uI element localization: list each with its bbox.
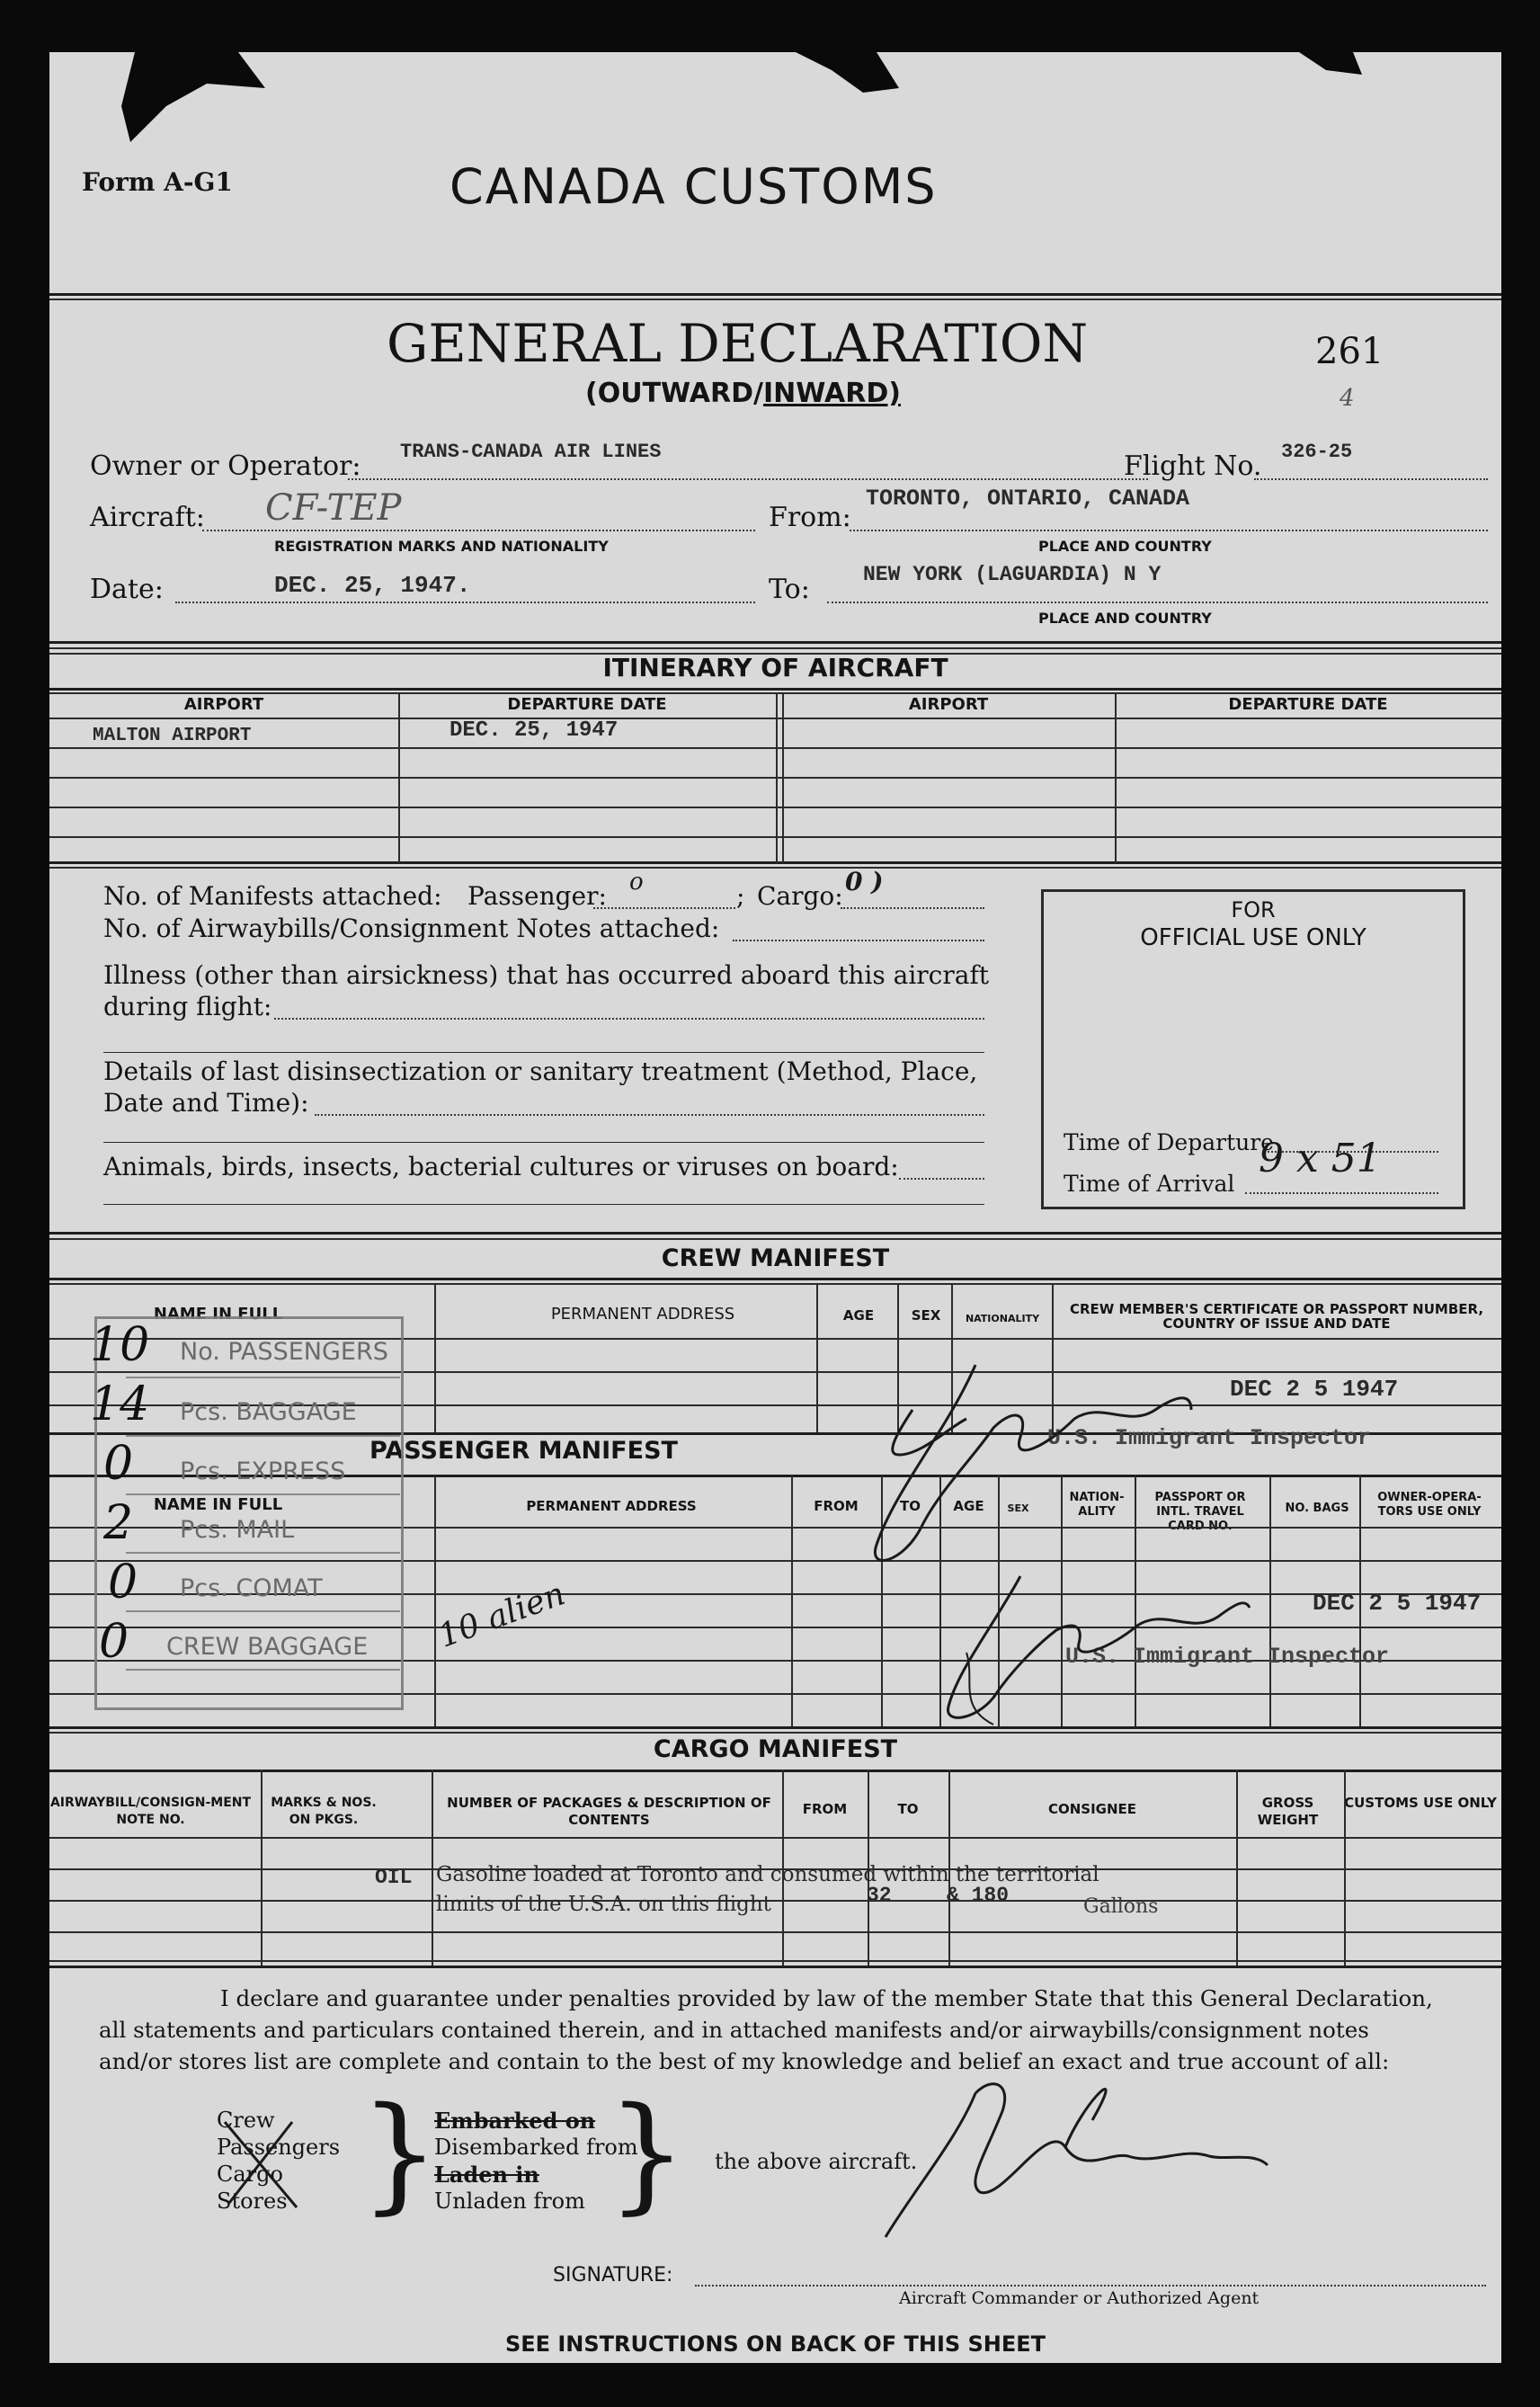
cargo-col-airwaybill: AIRWAYBILL/CONSIGN-MENT NOTE NO.	[49, 1796, 252, 1827]
crew-col-nationality: NATIONALITY	[965, 1313, 1040, 1324]
owner-label: Owner or Operator:	[90, 450, 361, 482]
owner-line	[348, 478, 1148, 480]
stamp-label-passengers: No. PASSENGERS	[180, 1338, 388, 1366]
passenger-line	[593, 907, 735, 909]
crew-col-age: AGE	[842, 1307, 875, 1324]
itinerary-date-1[interactable]: DEC. 25, 1947	[450, 718, 619, 743]
col-line	[432, 1770, 433, 1966]
animals-label: Animals, birds, insects, bacterial cultures or viruses on board:	[103, 1152, 899, 1181]
above-aircraft-label: the above aircraft.	[715, 2149, 918, 2174]
declaration-sheet	[49, 52, 1501, 2363]
outward-label: (OUTWARD	[585, 378, 754, 409]
cargo-unit[interactable]: Gallons	[1083, 1895, 1159, 1918]
list-item-crew: Crew	[217, 2108, 275, 2133]
form-number: 261	[1315, 331, 1384, 372]
passenger-handwritten-note[interactable]: 10 alien	[433, 1575, 570, 1655]
to-value[interactable]: NEW YORK (LAGUARDIA) N Y	[863, 563, 1162, 586]
col-line	[791, 1475, 793, 1726]
list-item-passengers: Passengers	[217, 2135, 341, 2160]
flight-line	[1254, 478, 1488, 480]
cargo-manifest-title: CARGO MANIFEST	[653, 1735, 898, 1763]
option-unladen[interactable]: Unladen from	[434, 2189, 585, 2214]
inspector-signature-1	[841, 1356, 1290, 1608]
arrival-time-value[interactable]: 9 x 51	[1259, 1136, 1382, 1181]
departure-time-label: Time of Departure	[1064, 1129, 1274, 1155]
cargo-quantity-2[interactable]: & 180	[947, 1884, 1010, 1907]
signature-line[interactable]	[695, 2285, 1486, 2287]
illness-line	[274, 1018, 984, 1020]
passenger-label: Passenger:	[467, 881, 607, 911]
list-cross-mark	[211, 2104, 310, 2221]
divider	[49, 867, 1501, 869]
commander-label: Aircraft Commander or Authorized Agent	[899, 2288, 1260, 2308]
to-caption: PLACE AND COUNTRY	[1038, 610, 1212, 627]
official-use-label: OFFICIAL USE ONLY	[1140, 924, 1366, 951]
date-line	[175, 602, 755, 603]
cargo-col-consignee: CONSIGNEE	[1047, 1801, 1137, 1817]
itinerary-col-date: DEPARTURE DATE	[507, 695, 667, 714]
airwaybills-label: No. of Airwaybills/Consignment Notes attached:	[103, 914, 720, 943]
registration-caption: REGISTRATION MARKS AND NATIONALITY	[274, 538, 609, 555]
declaration-line-1: I declare and guarantee under penalties provided by law of the member State that this General Declaration,	[220, 1985, 1433, 2011]
signature-label: SIGNATURE:	[553, 2264, 673, 2287]
date-label: Date:	[90, 574, 164, 605]
option-disembarked[interactable]: Disembarked from	[434, 2135, 638, 2160]
cargo-description-2[interactable]: limits of the U.S.A. on this flight	[436, 1893, 771, 1916]
stamp-count-passengers[interactable]: 10	[90, 1318, 150, 1372]
cargo-col-packages: NUMBER OF PACKAGES & DESCRIPTION OF CONTENTS	[447, 1795, 771, 1828]
passenger-col-nationality: NATION-ALITY	[1069, 1491, 1125, 1519]
cargo-col-customs: CUSTOMS USE ONLY	[1344, 1795, 1497, 1811]
disinsect-line-2	[103, 1142, 984, 1143]
from-label: From:	[769, 502, 851, 533]
cargo-col-to: TO	[897, 1801, 919, 1817]
itinerary-airport-1[interactable]: MALTON AIRPORT	[93, 726, 252, 746]
agency-title: CANADA CUSTOMS	[450, 158, 938, 215]
cargo-value[interactable]: 0 )	[845, 867, 884, 896]
row-line	[49, 1900, 1501, 1902]
divider	[49, 1770, 1501, 1772]
stamp-label-crew-baggage: CREW BAGGAGE	[166, 1633, 369, 1661]
illness-line-2	[103, 1052, 984, 1053]
illness-label-2: during flight:	[103, 992, 272, 1021]
cargo-label: Cargo:	[757, 881, 843, 911]
instructions-label: SEE INSTRUCTIONS ON BACK OF THIS SHEET	[504, 2331, 1046, 2357]
divider	[49, 641, 1501, 644]
divider	[49, 647, 1501, 649]
passenger-col-to: TO	[900, 1498, 921, 1514]
flight-value[interactable]: 326-25	[1281, 441, 1353, 463]
itinerary-col-date-2: DEPARTURE DATE	[1228, 695, 1388, 714]
from-value[interactable]: TORONTO, ONTARIO, CANADA	[866, 486, 1190, 512]
commander-signature	[859, 2066, 1308, 2246]
crew-stamp-title: U.S. Immigrant Inspector	[1047, 1425, 1372, 1451]
illness-label-1: Illness (other than airsickness) that has occurred aboard this aircraft	[103, 960, 990, 990]
animals-line-2	[103, 1204, 984, 1205]
cargo-col-marks: MARKS & NOS. ON PKGS.	[271, 1796, 377, 1827]
divider	[49, 299, 1501, 300]
airwaybills-line	[733, 940, 984, 941]
col-line	[782, 692, 784, 863]
declaration-line-2: all statements and particulars contained therein, and in attached manifests and/or airwaybills/consignment notes	[99, 2017, 1369, 2043]
disinsect-label-2: Date and Time):	[103, 1088, 309, 1118]
passenger-col-owner: OWNER-OPERA-TORS USE ONLY	[1377, 1491, 1482, 1519]
from-caption: PLACE AND COUNTRY	[1038, 538, 1212, 555]
list-item-stores: Stores	[217, 2189, 288, 2214]
divider	[49, 1238, 1501, 1240]
aircraft-value[interactable]: CF-TEP	[265, 487, 402, 529]
itinerary-col-airport-2: AIRPORT	[908, 695, 989, 714]
right-brace: }	[607, 2081, 688, 2227]
col-line	[1236, 1770, 1238, 1966]
itinerary-title: ITINERARY OF AIRCRAFT	[602, 653, 948, 682]
col-line	[816, 1283, 818, 1432]
crew-stamp-date: DEC 2 5 1947	[1230, 1376, 1399, 1403]
from-line	[850, 530, 1488, 531]
passenger-stamp-date: DEC 2 5 1947	[1313, 1590, 1482, 1617]
aircraft-line	[202, 530, 755, 531]
divider	[49, 1966, 1501, 1968]
option-embarked[interactable]: Embarked on	[434, 2108, 596, 2134]
col-line	[398, 692, 400, 863]
col-line	[434, 1283, 436, 1432]
col-line	[434, 1475, 436, 1726]
arrival-time-line	[1245, 1192, 1438, 1194]
left-brace: }	[360, 2081, 441, 2227]
col-line	[261, 1770, 263, 1966]
passenger-col-bags: NO. BAGS	[1285, 1502, 1349, 1515]
passenger-col-address: PERMANENT ADDRESS	[526, 1498, 697, 1514]
owner-value[interactable]: TRANS-CANADA AIR LINES	[400, 441, 662, 463]
cargo-line	[841, 907, 984, 909]
stamp-label-express: Pcs. EXPRESS	[180, 1458, 346, 1485]
flight-label: Flight No.	[1124, 450, 1262, 482]
divider	[49, 1283, 1501, 1285]
crew-col-name: NAME IN FULL	[153, 1305, 283, 1324]
torn-edge-marks	[49, 52, 1501, 160]
for-label: FOR	[1231, 897, 1276, 923]
stamp-label-baggage: Pcs. BAGGAGE	[180, 1398, 357, 1426]
cargo-description-1[interactable]: Gasoline loaded at Toronto and consumed within the territorial	[436, 1863, 1099, 1886]
cargo-col-from: FROM	[802, 1801, 848, 1817]
stamp-label-comat: Pcs. COMAT	[180, 1574, 323, 1602]
passenger-col-sex: SEX	[1007, 1502, 1029, 1514]
crew-col-sex: SEX	[911, 1307, 941, 1324]
divider	[49, 293, 1501, 296]
row-line	[49, 1931, 1501, 1933]
col-line	[1344, 1770, 1346, 1966]
passenger-col-from: FROM	[814, 1498, 859, 1514]
form-subtitle	[585, 378, 901, 409]
crew-col-certificate: CREW MEMBER'S CERTIFICATE OR PASSPORT NUMBER, COUNTRY OF ISSUE AND DATE	[1069, 1301, 1484, 1332]
row-line	[49, 1837, 1501, 1839]
stamp-count-crew-baggage[interactable]: 0	[99, 1615, 129, 1669]
option-laden[interactable]: Laden in	[434, 2162, 539, 2188]
form-id: Form A-G1	[82, 167, 233, 197]
list-item-cargo: Cargo	[217, 2162, 283, 2187]
cargo-marks-value[interactable]: OIL	[375, 1866, 413, 1889]
stamp-count-express[interactable]: 0	[103, 1437, 134, 1491]
form-title: GENERAL DECLARATION	[387, 313, 1089, 374]
inspector-signature-2	[904, 1572, 1308, 1752]
passenger-col-name: NAME IN FULL	[153, 1495, 283, 1514]
cargo-col-gross: GROSS WEIGHT	[1257, 1795, 1319, 1828]
passenger-manifest-title: PASSENGER MANIFEST	[369, 1437, 678, 1465]
stamp-count-mail[interactable]: 2	[103, 1496, 134, 1550]
passenger-value[interactable]: o	[629, 869, 644, 896]
animals-line	[899, 1178, 984, 1180]
divider	[49, 1278, 1501, 1280]
to-label: To:	[769, 574, 810, 605]
divider	[49, 1232, 1501, 1235]
itinerary-col-airport: AIRPORT	[183, 695, 264, 714]
col-line	[776, 692, 778, 863]
row-line	[49, 1960, 1501, 1962]
passenger-col-age: AGE	[953, 1498, 984, 1514]
small-mark: 4	[1340, 385, 1355, 412]
col-line	[1115, 692, 1117, 863]
disinsect-line	[315, 1114, 984, 1116]
stamp-label-mail: Pcs. MAIL	[180, 1516, 295, 1544]
divider	[49, 688, 1501, 691]
inward-label: INWARD)	[762, 378, 901, 409]
disinsect-label-1: Details of last disinsectization or sanitary treatment (Method, Place,	[103, 1056, 978, 1086]
to-line	[827, 602, 1488, 603]
slash: /	[753, 378, 763, 409]
semicolon: ;	[736, 881, 745, 911]
stamp-count-baggage[interactable]: 14	[90, 1377, 150, 1431]
crew-col-address: PERMANENT ADDRESS	[550, 1305, 735, 1324]
passenger-col-passport: PASSPORT OR INTL. TRAVEL CARD NO.	[1154, 1491, 1246, 1533]
aircraft-label: Aircraft:	[90, 502, 205, 533]
manifests-label: No. of Manifests attached:	[103, 881, 442, 911]
cargo-quantity-1[interactable]: 32	[867, 1884, 892, 1907]
arrival-time-label: Time of Arrival	[1064, 1171, 1235, 1197]
stamp-count-comat[interactable]: 0	[108, 1556, 138, 1609]
date-value[interactable]: DEC. 25, 1947.	[274, 572, 471, 599]
crew-manifest-title: CREW MANIFEST	[661, 1244, 890, 1272]
passenger-stamp-title: U.S. Immigrant Inspector	[1065, 1644, 1390, 1670]
declaration-line-3: and/or stores list are complete and contain to the best of my knowledge and belief an exact and true account of all:	[99, 2048, 1390, 2074]
